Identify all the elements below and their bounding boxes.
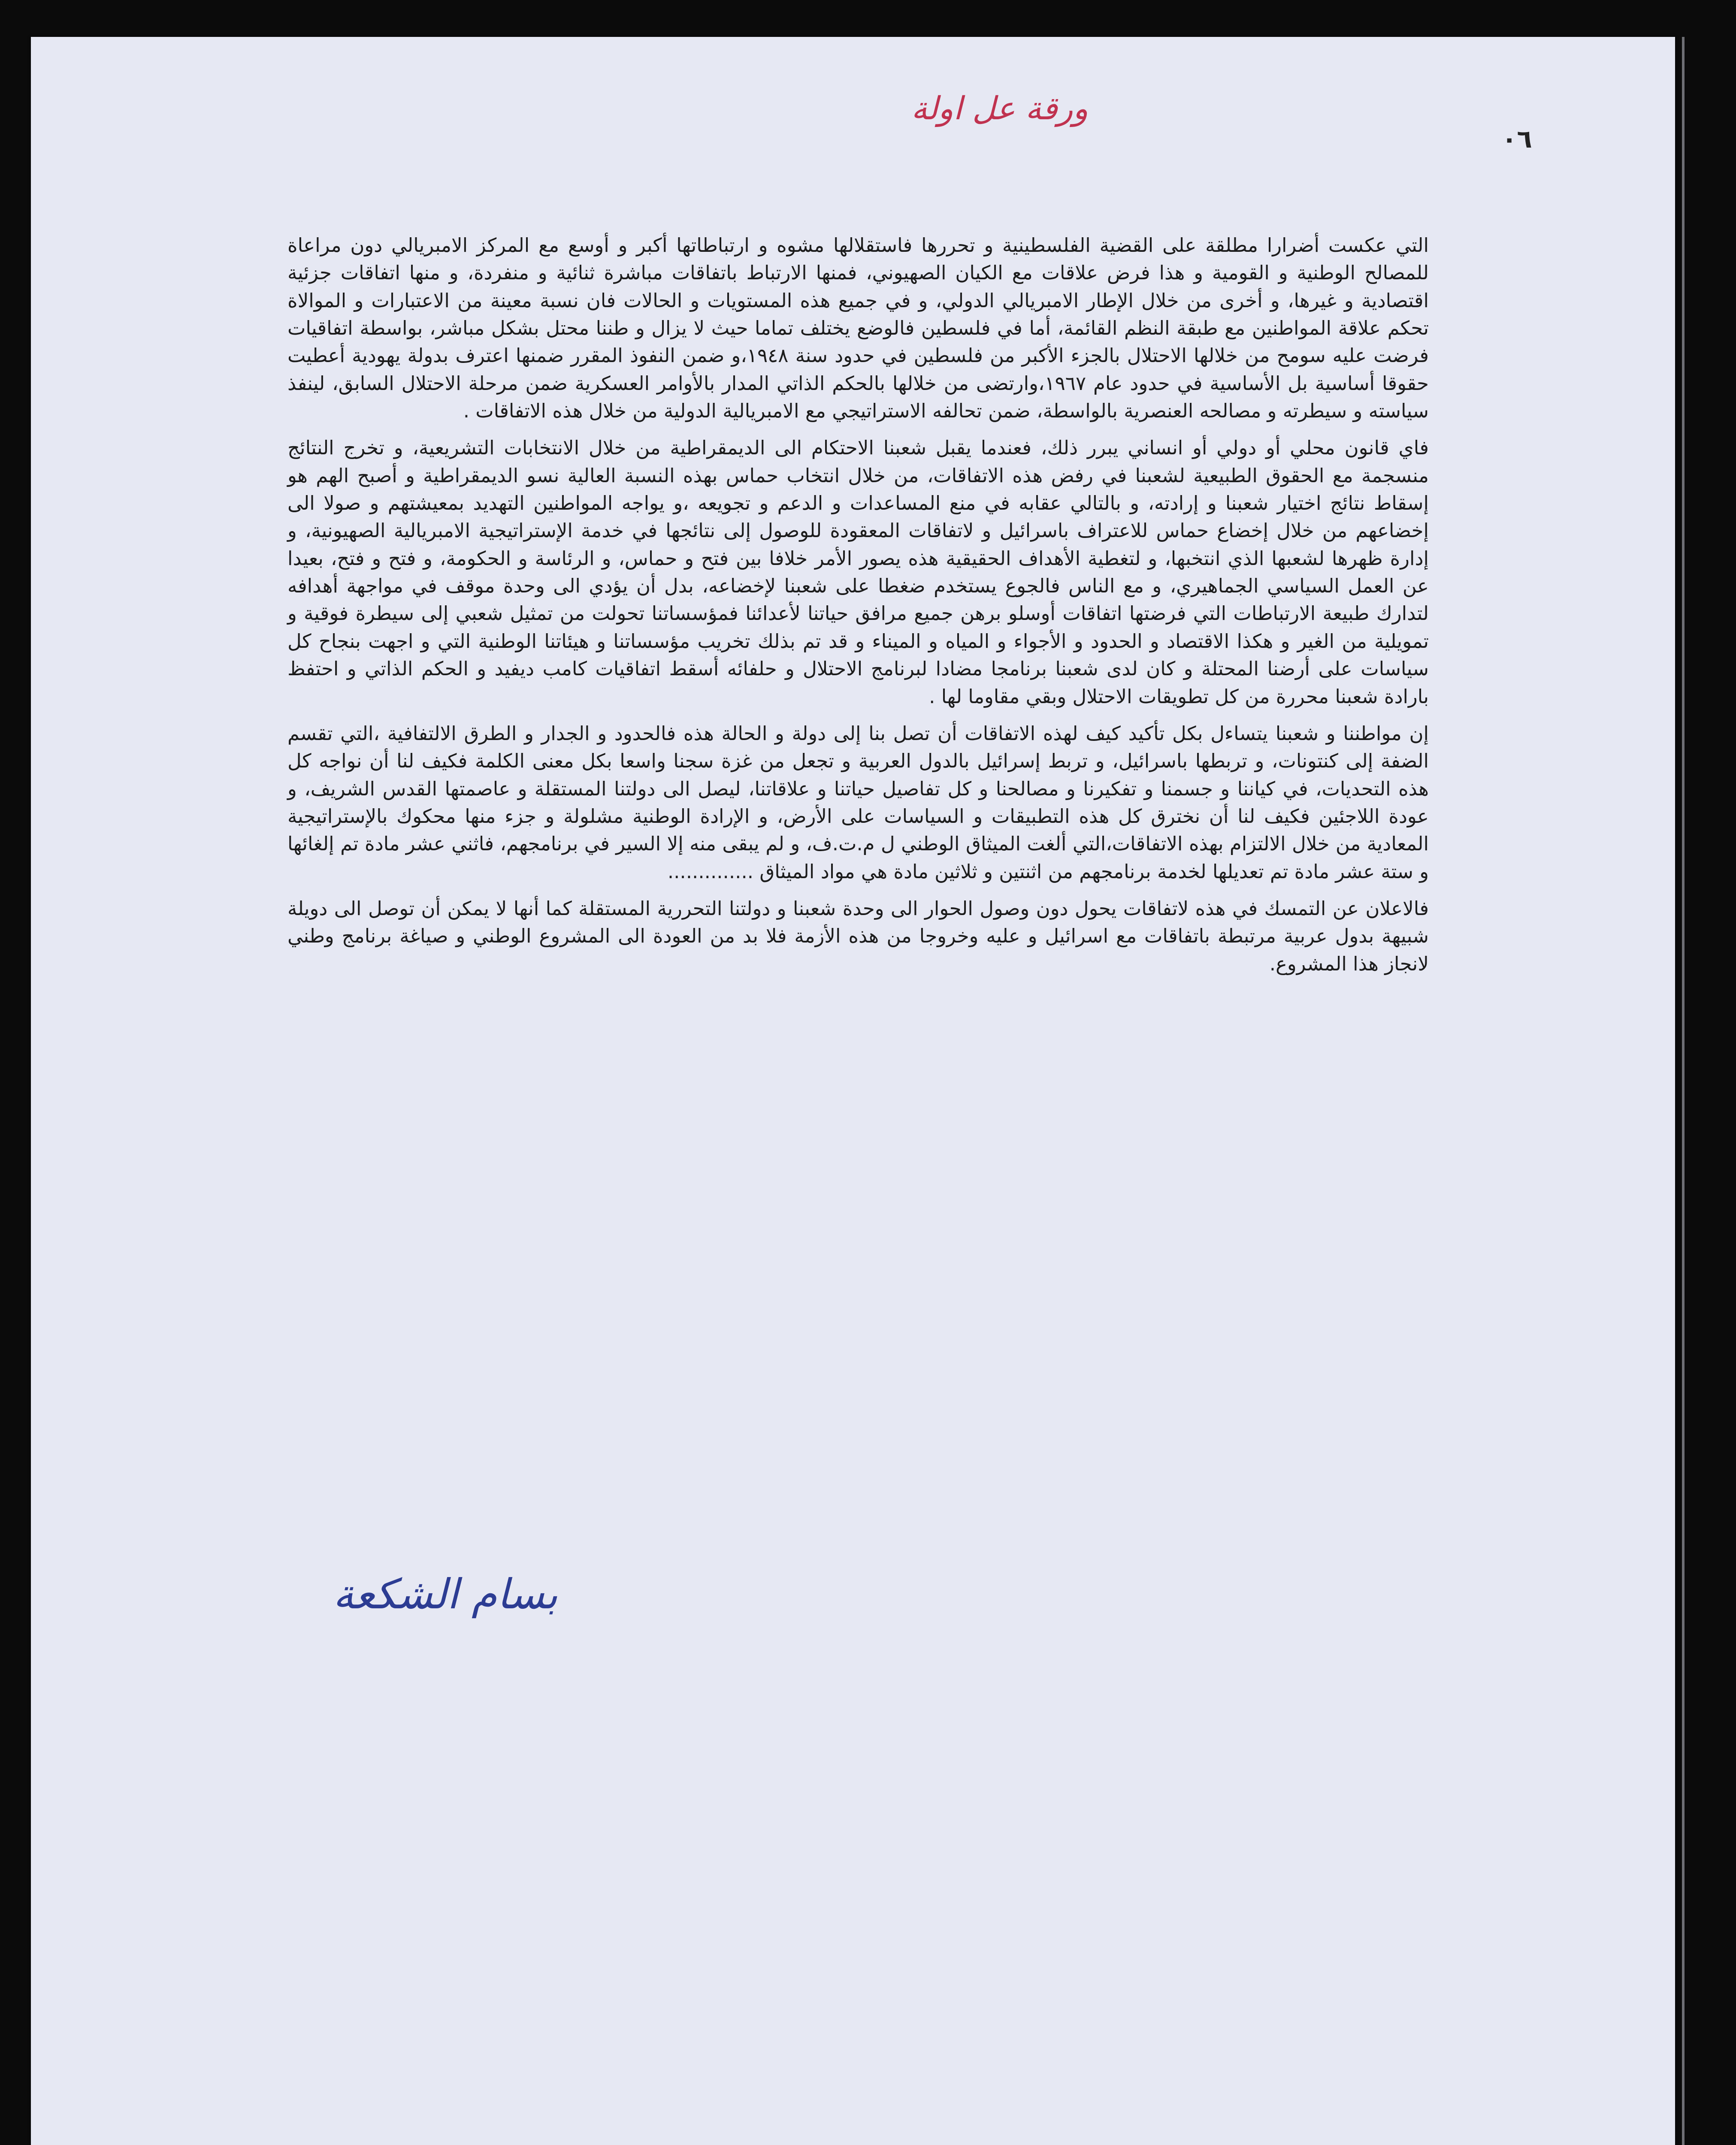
paragraph-1: التي عكست أضرارا مطلقة على القضية الفلسطينية و تحررها فاستقلالها مشوه و ارتباطاتها أكبر و أوسع مع المركز الامبريالي دون مراعاة للمصالح الوطنية و القومية و هذا فرض علاقات مع الكيان الصهيوني، فمنها الارتباط باتفاقات مباشرة ثنائية و منفردة، و منها اتفاقات جزئية اقتصادية و غيرها، و أخرى من خلال الإطار الامبريالي الدولي، و في جميع هذه المستويات و الحالات فان نسبة معينة من الاعتبارات و الموالاة تحكم علاقة المواطنين مع طبقة النظم القائمة، أما في فلسطين فالوضع يختلف تماما حيث لا يزال و طننا محتل بشكل مباشر، بواسطة اتفاقيات فرضت عليه سومح من خلالها الاحتلال بالجزء الأكبر من فلسطين في حدود سنة ١٩٤٨،و ضمن النفوذ المقرر ضمنها اعترف بدولة يهودية أعطيت حقوقا أساسية بل الأساسية في حدود عام ١٩٦٧،وارتضى من خلالها بالحكم الذاتي المدار بالأوامر العسكرية ضمن مرحلة الاحتلال السابق، لينفذ سياسته و سيطرته و مصالحه العنصرية بالواسطة، ضمن تحالفه الاستراتيجي مع الامبريالية الدولية من خلال هذه الاتفاقات . <box>287 234 1429 423</box>
handwritten-header-note: ورقة عل اولة <box>911 90 1089 127</box>
paragraph-3: إن مواطننا و شعبنا يتساءل بكل تأكيد كيف لهذه الاتفاقات أن تصل بنا إلى دولة و الحالة هذه فالحدود و الجدار و الطرق الالتفافية ،التي تقسم الضفة إلى كنتونات، و تربطها باسرائيل، و تربط إسرائيل بالدول العربية و تجعل من غزة سجنا واسعا بكل معنى الكلمة فكيف لنا أن نواجه كل هذه التحديات، في كياننا و جسمنا و تفكيرنا و مصالحنا و كل تفاصيل حياتنا و علاقاتنا، ليصل الى دولتنا المستقلة و عاصمتها القدس الشريف، و عودة اللاجئين فكيف لنا أن نخترق كل هذه التطبيقات و السياسات على الأرض، و الإرادة الوطنية مشلولة و جزء منها محكوك بالإستراتيجية المعادية من خلال الالتزام بهذه الاتفاقات،التي ألغت الميثاق الوطني ل م.ت.ف، و لم يبقى منه إلا السير في برنامجهم، فاثني عشر مادة تم إلغائها و ستة عشر مادة تم تعديلها لخدمة برنامجهم من اثنتين و ثلاثين مادة هي مواد الميثاق .............. <box>287 722 1429 883</box>
handwritten-signature: بسام الشكعة <box>333 1570 558 1618</box>
paragraph-4: فالاعلان عن التمسك في هذه لاتفاقات يحول دون وصول الحوار الى وحدة شعبنا و دولتنا التحررية المستقلة كما أنها لا يمكن أن توصل الى دويلة شبيهة بدول عربية مرتبطة باتفاقات مع اسرائيل و عليه وخروجا من هذه الأزمة فلا بد من العودة الى المشروع الوطني و صياغة برنامج وطني لانجاز هذا المشروع. <box>287 897 1429 975</box>
page-edge-shadow <box>1682 37 1685 2145</box>
corner-mark: ٠٦ <box>1502 124 1532 154</box>
paragraph-2: فاي قانون محلي أو دولي أو انساني يبرر ذلك، فعندما يقبل شعبنا الاحتكام الى الديمقراطية من خلال الانتخابات التشريعية، و تخرج النتائج منسجمة مع الحقوق الطبيعية لشعبنا في رفض هذه الاتفاقات، من خلال انتخاب حماس بهذه النسبة العالية نسو الديمقراطية و أصبح الهم هو إسقاط نتائج اختيار شعبنا و إرادته، و بالتالي عقابه في منع المساعدات و الدعم و تجويعه ،و يواجه المواطنين التهديد بمعيشتهم و صولا الى إخضاعهم من خلال إخضاع حماس للاعتراف باسرائيل و لاتفاقات المعقودة للوصول إلى نتائجها في خدمة الإستراتيجية الامبريالية الصهيونية، و إدارة ظهرها لشعبها الذي انتخبها، و لتغطية الأهداف الحقيقية هذه يصور الأمر خلافا بين فتح و حماس، و الرئاسة و الحكومة، و فتح و فتح، بعيدا عن العمل السياسي الجماهيري، و مع الناس فالجوع يستخدم ضغطا على شعبنا لإخضاعه، بدل أن يؤدي الى وحدة موقف في مواجهة أهدافه لتدارك طبيعة الارتباطات التي فرضتها اتفاقات أوسلو برهن جميع مرافق حياتنا لأعدائنا فمؤسساتنا تحولت من تمثيل شعبي إلى سيطرة فوقية و تمويلية من الغير و هكذا الاقتصاد و الحدود و الأجواء و المياه و الميناء و قد تم بذلك تخريب مؤسساتنا و هيئاتنا الوطنية التي و اجهت بنجاح كل سياسات على أرضنا المحتلة و كان لدى شعبنا برنامجا مضادا لبرنامج الاحتلال و حلفائه أسقط اتفاقيات كامب ديفيد و الحكم الذاتي و احتفظ بارادة شعبنا محررة من كل تطويقات الاحتلال وبقي مقاوما لها . <box>287 436 1429 708</box>
letter-body <box>287 232 1429 987</box>
